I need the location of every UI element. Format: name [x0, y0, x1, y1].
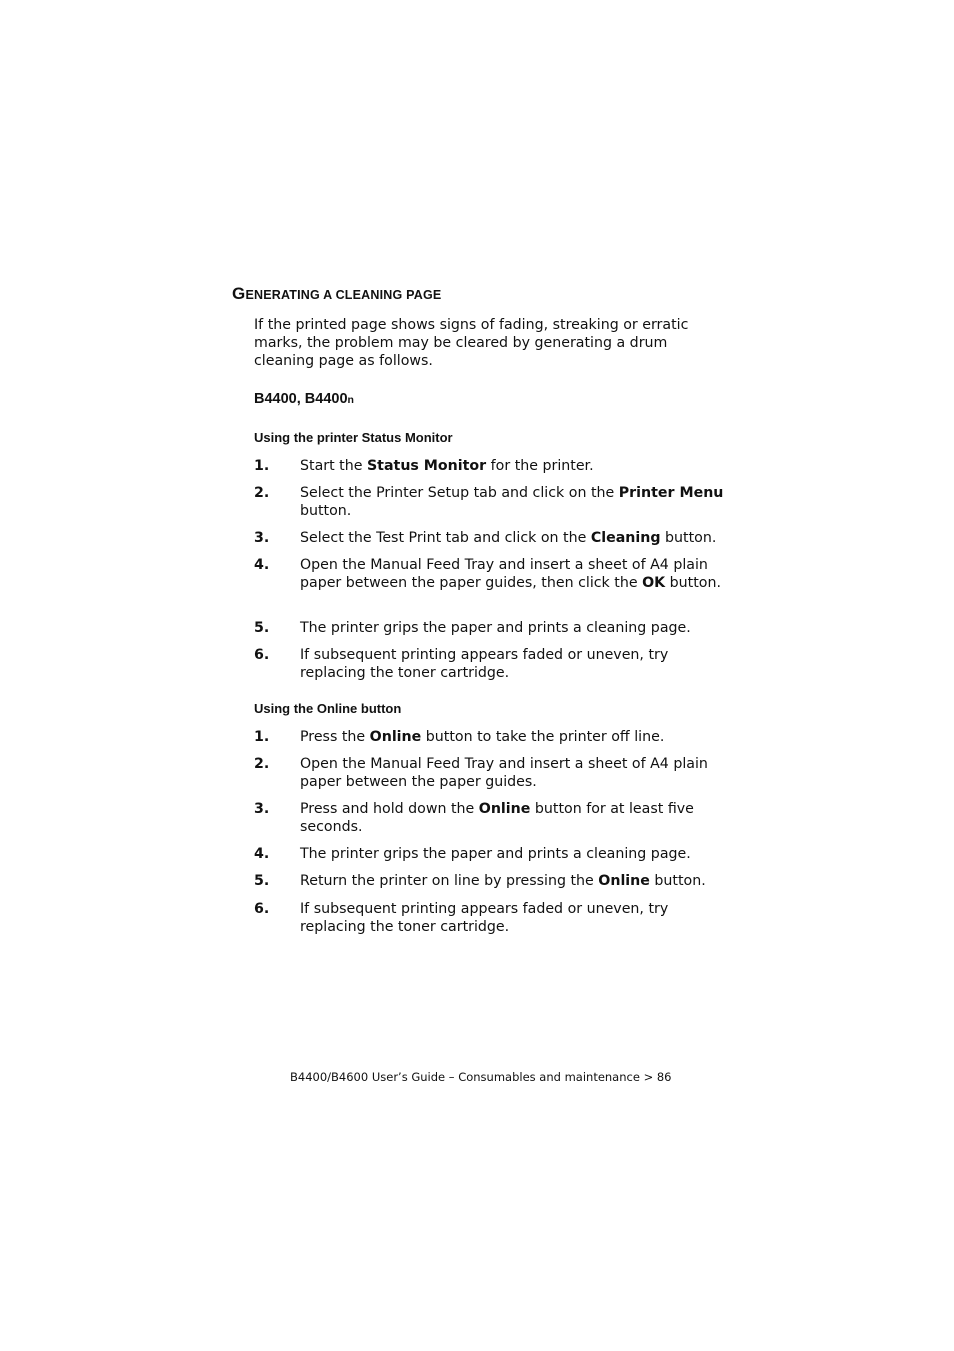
intro-paragraph: If the printed page shows signs of fading, streaking or erratic marks, the problem may be cleared by generating a drum cleaning page as follows.: [254, 317, 689, 369]
model-heading: B4400, B4400n: [254, 391, 354, 407]
subheading-online-button: Using the Online button: [254, 701, 402, 716]
section-title: GENERATING A CLEANING PAGE: [232, 284, 442, 303]
page-footer: B4400/B4600 User’s Guide – Consumables and maintenance > 86: [290, 1070, 672, 1084]
subheading-status-monitor: Using the printer Status Monitor: [254, 430, 453, 445]
